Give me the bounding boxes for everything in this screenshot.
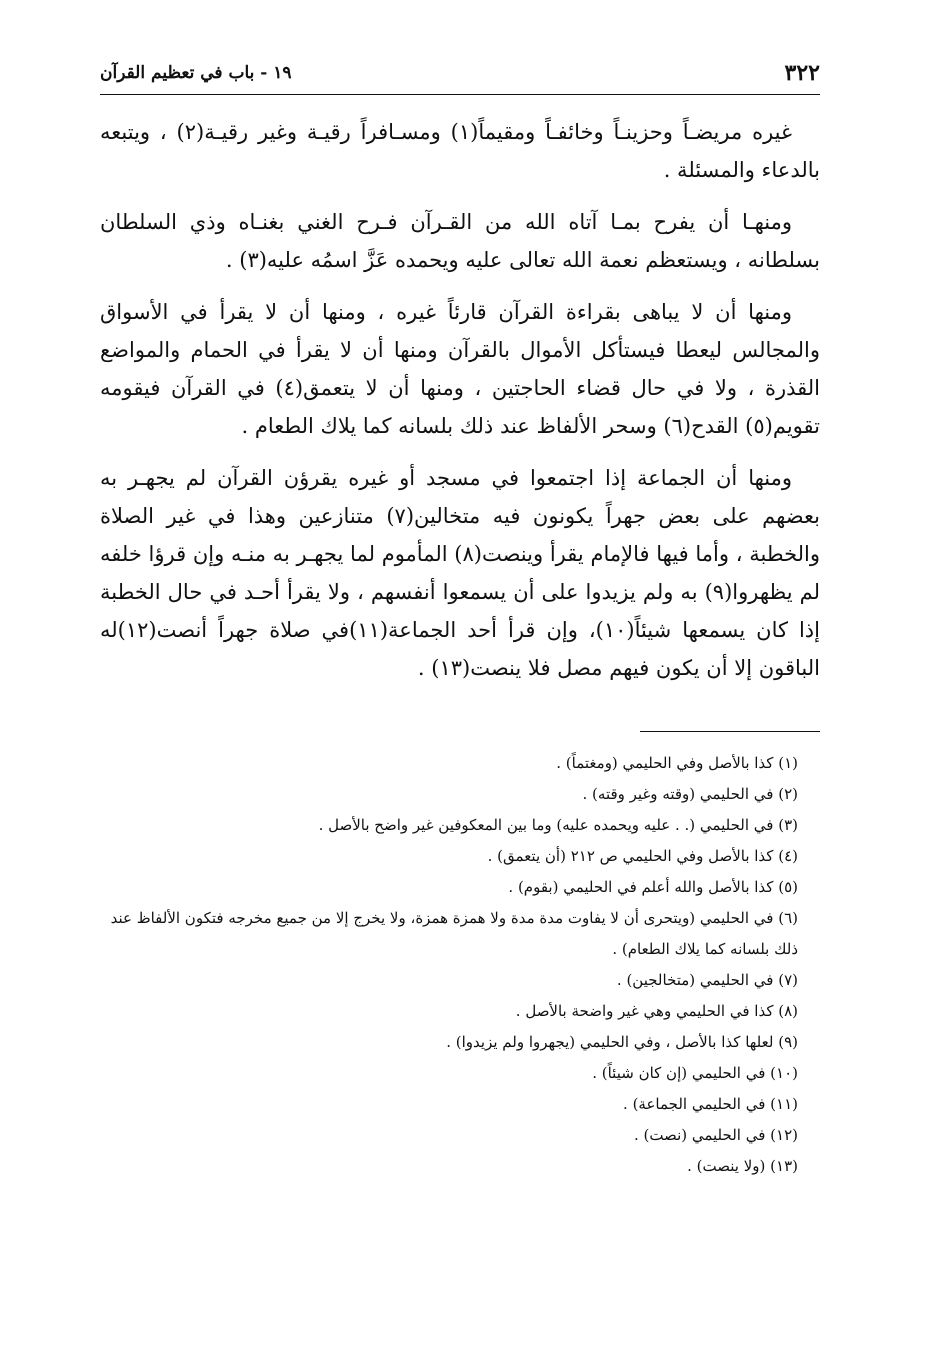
footnote: (١٢) في الحليمي (نصت) . xyxy=(633,1126,798,1144)
paragraph: ومنهـا أن يفرح بمـا آتاه الله من القـرآن فـرح الغني بغنـاه وذي السلطان بسلطانه ، ويستعظم نعمة الله تعالى عليه ويحمده عَزَّ اسمُه عليه(٣) . xyxy=(100,210,820,272)
footnote: (٦) في الحليمي (ويتحرى أن لا يفاوت مدة مدة ولا همزة همزة، ولا يخرج إلا من جميع مخرجه فتكون الألفاظ عند ذلك بلسانه كما يلاك الطعام) . xyxy=(110,909,798,958)
footnote: (١٣) (ولا ينصت) . xyxy=(687,1157,798,1175)
footnote: (٧) في الحليمي (متخالجين) . xyxy=(616,971,798,989)
footnote: (٥) كذا بالأصل والله أعلم في الحليمي (بقوم) . xyxy=(508,878,798,896)
footnote: (٣) في الحليمي (. . عليه ويحمده عليه) وما بين المعكوفين غير واضح بالأصل . xyxy=(318,816,798,834)
footnote: (٩) لعلها كذا بالأصل ، وفي الحليمي (يجهروا ولم يزيدوا) . xyxy=(446,1033,798,1051)
running-header xyxy=(100,56,820,95)
paragraph: ومنها أن لا يباهى بقراءة القرآن قارئاً غيره ، ومنها أن لا يقرأ في الأسواق والمجالس ليعطا فيستأكل الأموال بالقرآن ومنها أن لا يقرأ في الحمام والمواضع القذرة ، ولا في حال قضاء الحاجتين ، ومنها أن لا يتعمق(٤) في القرآن فيقومه تقويم(٥) القدح(٦) وسحر الألفاظ عند ذلك بلسانه كما يلاك الطعام . xyxy=(100,300,820,438)
footnote-divider xyxy=(640,731,820,732)
page-number: ٣٢٢ xyxy=(784,60,820,86)
paragraph: ومنها أن الجماعة إذا اجتمعوا في مسجد أو غيره يقرؤن القرآن لم يجهـر به بعضهم على بعض جهراً يكونون فيه متخالين(٧) متنازعين وهذا في غير الصلاة والخطبة ، وأما فيها فالإمام يقرأ وينصت(٨) المأموم لما يجهـر به منـه وإن قرؤا خلفه لم يظهروا(٩) به ولم يزيدوا على أن يسمعوا أنفسهم ، ولا يقرأ أحـد في حال الخطبة إذا كان يسمعها شيئاً(١٠)، وإن قرأ أحد الجماعة(١١)في صلاة جهراً أنصت(١٢)له الباقون إلا أن يكون فيهم مصل فلا ينصت(١٣) . xyxy=(100,466,820,680)
chapter-title: ١٩ - باب في تعظيم القرآن xyxy=(100,63,292,83)
footnote: (٨) كذا في الحليمي وهي غير واضحة بالأصل . xyxy=(515,1002,798,1020)
footnote: (٤) كذا بالأصل وفي الحليمي ص ٢١٢ (أن يتعمق) . xyxy=(487,847,798,865)
footnote: (٢) في الحليمي (وقته وغير وقته) . xyxy=(582,785,798,803)
footnote: (١) كذا بالأصل وفي الحليمي (ومغتماً) . xyxy=(556,754,798,772)
main-text xyxy=(100,113,820,687)
footnote: (١١) في الحليمي الجماعة) . xyxy=(623,1095,798,1113)
paragraph: غيره مريضـاً وحزينـاً وخائفـاً ومقيماً(١) ومسـافراً رقيـة وغير رقيـة(٢) ، ويتبعه بالدعاء والمسئلة . xyxy=(100,120,820,182)
footnotes-list xyxy=(100,748,820,1182)
book-page xyxy=(100,56,820,1182)
footnote: (١٠) في الحليمي (إن كان شيئاً) . xyxy=(592,1064,798,1082)
